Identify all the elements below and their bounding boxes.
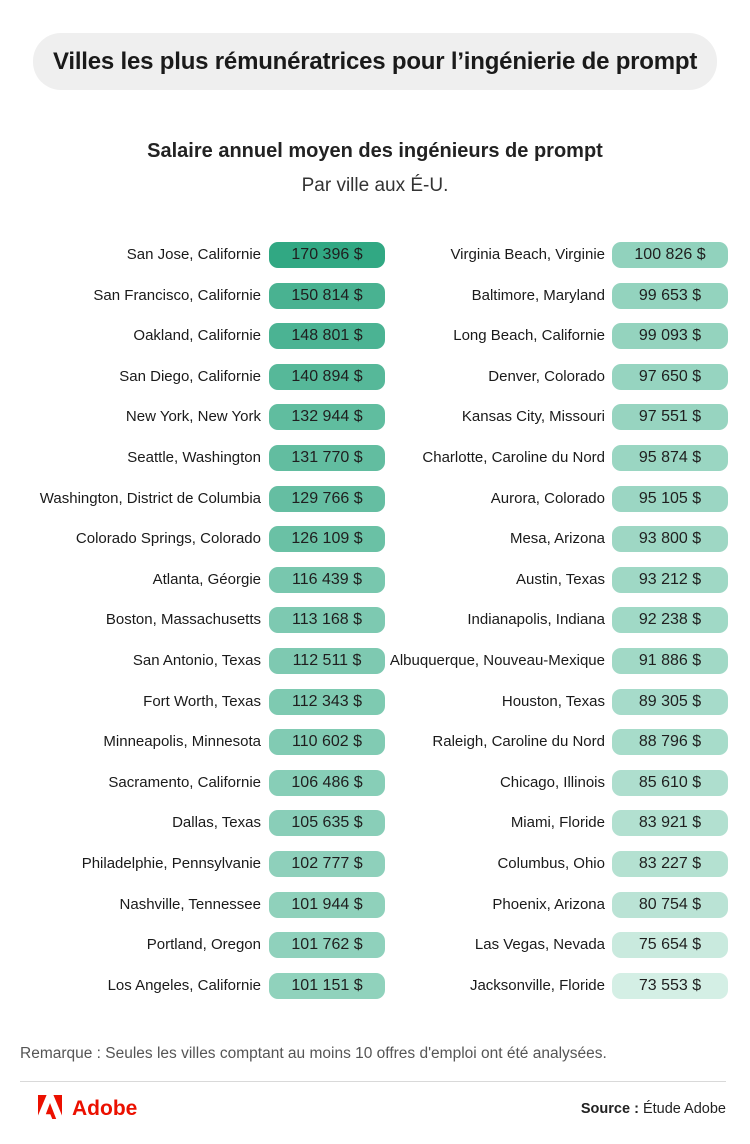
salary-value: 93 800 $	[612, 526, 728, 552]
salary-value: 75 654 $	[612, 932, 728, 958]
city-name: Jacksonville, Floride	[469, 976, 605, 994]
city-name: Philadelphie, Pennsylvanie	[81, 855, 261, 872]
salary-value: 100 826 $	[612, 242, 728, 268]
salary-value: 113 168 $	[269, 607, 385, 633]
city-name: Columbus, Ohio	[497, 855, 605, 872]
salary-value: 110 602 $	[269, 729, 385, 755]
salary-value: 73 553 $	[612, 973, 728, 999]
city-name: Fort Worth, Texas	[143, 692, 261, 710]
salary-value: 131 770 $	[269, 445, 385, 471]
city-label	[245, 242, 605, 268]
city-name: San Diego, Californie	[119, 367, 261, 385]
city-label	[245, 973, 605, 999]
city-label	[245, 932, 605, 958]
city-label	[245, 770, 605, 796]
city-label	[0, 445, 261, 471]
city-label	[245, 648, 605, 674]
city-name: Phoenix, Arizona	[492, 895, 605, 913]
city-name: Seattle, Washington	[127, 449, 261, 466]
city-label	[245, 364, 605, 390]
salary-value: 112 343 $	[269, 689, 385, 715]
city-name: Los Angeles, Californie	[107, 976, 261, 994]
city-name: Albuquerque, Nouveau-Mexique	[389, 652, 605, 669]
city-label	[245, 567, 605, 593]
city-name: Houston, Texas	[501, 692, 605, 710]
source-label: Source :	[580, 1101, 639, 1117]
salary-value: 83 921 $	[612, 810, 728, 836]
salary-value: 129 766 $	[269, 486, 385, 512]
city-name: Raleigh, Caroline du Nord	[432, 733, 605, 751]
salary-value: 92 238 $	[612, 607, 728, 633]
city-name: San Jose, Californie	[126, 246, 261, 263]
city-name: New York, New York	[125, 408, 261, 426]
city-label	[245, 283, 605, 309]
city-name: Colorado Springs, Colorado	[75, 530, 261, 548]
city-name: Charlotte, Caroline du Nord	[422, 449, 605, 466]
salary-value: 126 109 $	[269, 526, 385, 552]
salary-value: 83 227 $	[612, 851, 728, 877]
city-label	[245, 810, 605, 836]
city-label	[0, 851, 261, 877]
city-label	[245, 851, 605, 877]
city-name: Boston, Massachusetts	[105, 611, 261, 629]
salary-value: 95 105 $	[612, 486, 728, 512]
city-label	[0, 810, 261, 836]
chart-subtitle: Par ville aux É-U.	[301, 175, 449, 196]
city-label	[0, 892, 261, 918]
city-name: San Antonio, Texas	[132, 652, 261, 669]
city-name: Atlanta, Géorgie	[152, 570, 261, 588]
city-label	[245, 526, 605, 552]
city-label	[0, 729, 261, 755]
footnote: Remarque : Seules les villes comptant au moins 10 offres d'emploi ont été analysées.	[20, 1045, 607, 1062]
city-name: Dallas, Texas	[172, 814, 261, 832]
city-name: Aurora, Colorado	[490, 489, 605, 507]
salary-value: 97 551 $	[612, 404, 728, 430]
source-credit	[581, 1101, 726, 1117]
city-label	[0, 323, 261, 349]
salary-value: 89 305 $	[612, 689, 728, 715]
city-label	[245, 892, 605, 918]
city-label	[0, 689, 261, 715]
city-label	[245, 729, 605, 755]
brand-name: Adobe	[72, 1097, 138, 1120]
salary-value: 80 754 $	[612, 892, 728, 918]
city-label	[0, 404, 261, 430]
salary-value: 99 653 $	[612, 283, 728, 309]
city-label	[0, 973, 261, 999]
city-label	[245, 486, 605, 512]
city-name: Denver, Colorado	[488, 367, 605, 385]
city-name: Washington, District de Columbia	[39, 489, 261, 507]
city-label	[245, 445, 605, 471]
city-name: Minneapolis, Minnesota	[103, 733, 261, 751]
salary-value: 91 886 $	[612, 648, 728, 674]
city-label	[0, 770, 261, 796]
adobe-logo-icon	[38, 1095, 62, 1123]
city-label	[0, 242, 261, 268]
salary-value: 132 944 $	[269, 404, 385, 430]
city-label	[0, 283, 261, 309]
city-name: Austin, Texas	[516, 570, 605, 588]
city-label	[245, 689, 605, 715]
title-banner	[33, 33, 717, 90]
salary-value: 85 610 $	[612, 770, 728, 796]
city-name: Miami, Floride	[510, 814, 605, 832]
city-label	[245, 323, 605, 349]
city-label	[0, 607, 261, 633]
salary-value: 102 777 $	[269, 851, 385, 877]
salary-value: 88 796 $	[612, 729, 728, 755]
city-name: Las Vegas, Nevada	[474, 936, 605, 954]
salary-value: 170 396 $	[269, 242, 385, 268]
salary-value: 112 511 $	[269, 648, 385, 674]
page-title: Villes les plus rémunératrices pour l’ingénierie de prompt	[53, 47, 698, 75]
salary-value: 95 874 $	[612, 445, 728, 471]
city-label	[0, 486, 261, 512]
salary-value: 116 439 $	[269, 567, 385, 593]
salary-value: 105 635 $	[269, 810, 385, 836]
salary-value: 97 650 $	[612, 364, 728, 390]
city-label	[245, 404, 605, 430]
city-label	[0, 526, 261, 552]
salary-value: 148 801 $	[269, 323, 385, 349]
salary-value: 140 894 $	[269, 364, 385, 390]
city-label	[245, 607, 605, 633]
chart-title: Salaire annuel moyen des ingénieurs de prompt	[147, 140, 603, 162]
salary-value: 150 814 $	[269, 283, 385, 309]
salary-value: 101 762 $	[269, 932, 385, 958]
city-name: Kansas City, Missouri	[461, 408, 605, 426]
salary-value: 106 486 $	[269, 770, 385, 796]
city-name: Chicago, Illinois	[499, 773, 605, 791]
city-name: Nashville, Tennessee	[119, 895, 261, 913]
salary-value: 101 944 $	[269, 892, 385, 918]
city-name: Oakland, Californie	[133, 327, 261, 345]
city-name: Sacramento, Californie	[108, 773, 261, 791]
footer-divider	[20, 1081, 726, 1082]
adobe-logo	[38, 1095, 137, 1123]
city-label	[0, 364, 261, 390]
city-name: Mesa, Arizona	[509, 530, 605, 548]
salary-value: 99 093 $	[612, 323, 728, 349]
city-label	[0, 648, 261, 674]
city-name: Portland, Oregon	[146, 936, 261, 954]
source-value: Étude Adobe	[642, 1101, 726, 1117]
city-label	[0, 932, 261, 958]
city-name: Virginia Beach, Virginie	[450, 246, 605, 263]
salary-value: 101 151 $	[269, 973, 385, 999]
city-name: Indianapolis, Indiana	[467, 611, 605, 629]
city-name: San Francisco, Californie	[93, 286, 261, 304]
city-name: Baltimore, Maryland	[471, 286, 605, 304]
city-name: Long Beach, Californie	[453, 327, 605, 345]
salary-value: 93 212 $	[612, 567, 728, 593]
city-label	[0, 567, 261, 593]
